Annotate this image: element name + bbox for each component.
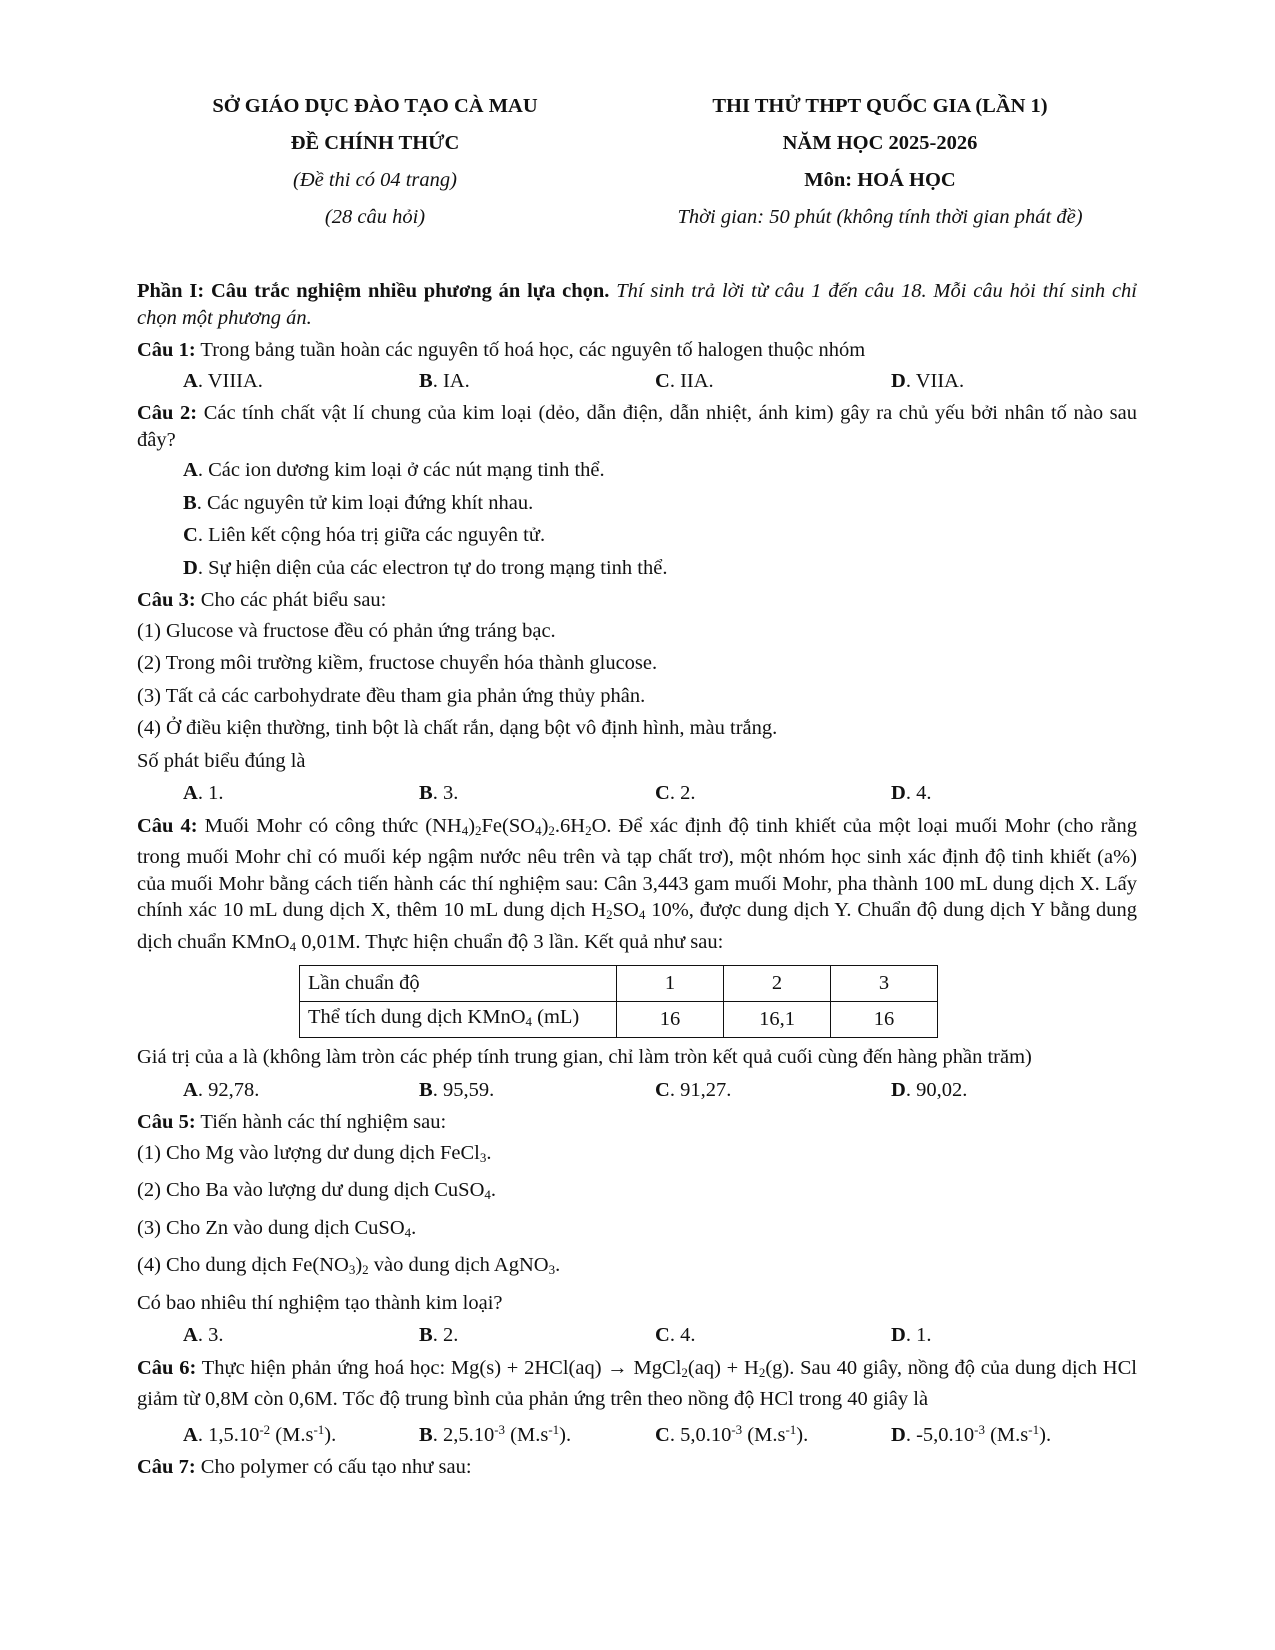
question-6: Câu 6: Thực hiện phản ứng hoá học: Mg(s) + 2HCl(aq) → MgCl$_2$(aq) + $H_2(g)$. Sau 40 giây, nồng độ của dung dịch HCl giảm từ 0,8M còn 0,6M. Tốc độ trung bình của phản ứng trên theo nồng độ HCl trong 40 giây là	[137, 1356, 1137, 1410]
option-c: C. 91,27.	[655, 1078, 732, 1101]
question-label: Câu 6:	[137, 1356, 197, 1379]
exam-content	[137, 278, 1137, 1485]
question-text: Cho polymer có cấu tạo như sau:	[195, 1456, 472, 1478]
titration-table	[299, 965, 938, 1038]
option-b: B. $2,5.10^{-3}$ $(M.s^{-1})$.	[419, 1421, 572, 1446]
question-label: Câu 1:	[137, 339, 196, 361]
table-cell: 16	[617, 1002, 724, 1038]
table-header-cell: Thể tích dung dịch KMnO$_4$ (mL)	[300, 1002, 617, 1038]
option-b: B. 95,59.	[419, 1078, 495, 1101]
option-c: C. 4.	[655, 1324, 696, 1346]
option-a: A. 3.	[183, 1324, 224, 1346]
page-count-note: (Đề thi có 04 trang)	[293, 169, 457, 191]
question-6-options	[183, 1417, 1137, 1449]
question-1	[137, 337, 1137, 364]
question-2	[137, 400, 1137, 453]
exam-title: THI THỬ THPT QUỐC GIA (LẦN 1)	[712, 95, 1048, 117]
table-cell: 16	[831, 1002, 938, 1038]
question-text: Các tính chất vật lí chung của kim loại (dẻo, dẫn điện, dẫn nhiệt, ánh kim) gây ra chủ yếu bởi nhân tố nào sau đây?	[137, 402, 1137, 451]
option-a: A. 92,78.	[183, 1078, 260, 1101]
option-b: B. Các nguyên tử kim loại đứng khít nhau.	[183, 491, 534, 514]
option-d: D. 1.	[891, 1324, 932, 1346]
department-name: SỞ GIÁO DỤC ĐÀO TẠO CÀ MAU	[212, 95, 538, 117]
official-exam-label: ĐỀ CHÍNH THỨC	[290, 132, 460, 154]
table-cell: 3	[831, 966, 938, 1002]
question-ask: Có bao nhiêu thí nghiệm tạo thành kim loại?	[137, 1291, 503, 1314]
question-label: Câu 7:	[137, 1456, 196, 1478]
question-5	[137, 1109, 1137, 1136]
option-d: D. VIIA.	[891, 369, 965, 392]
option-a: A. $1,5.10^{-2}$ $(M.s^{-1})$.	[183, 1421, 337, 1446]
table-row	[300, 1002, 938, 1038]
question-3-options	[183, 780, 1137, 807]
option-d: D. Sự hiện diện của các electron tự do trong mạng tinh thể.	[183, 556, 668, 579]
table-cell: 16,1	[724, 1002, 831, 1038]
question-4: Câu 4: Muối Mohr có công thức $(NH_4)_2Fe(SO_4)_2.6H_2O$. Để xác định độ tinh khiết của một loại muối Mohr (cho rằng trong muối Mohr chỉ có muối kép ngậm nước nêu trên và tạp chất trơ), một nhóm học sinh xác định độ tinh khiết (a%) của muối Mohr bằng cách tiến hành các thí nghiệm sau: Cân 3,443 gam muối Mohr, pha thành 100 mL dung dịch X. Lấy chính xác 10 mL dung dịch X, thêm 10 mL dung dịch $H_2SO_4$ 10%, được dung dịch Y. Chuẩn độ dung dịch Y bằng dung dịch chuẩn KMnO$_4$ 0,01M. Thực hiện chuẩn độ 3 lần. Kết quả như sau:	[137, 814, 1137, 954]
question-ask: Số phát biểu đúng là	[137, 749, 306, 772]
time-limit: Thời gian: 50 phút (không tính thời gian phát đề)	[677, 206, 1083, 228]
question-count-note: (28 câu hỏi)	[324, 206, 426, 228]
table-cell: 1	[617, 966, 724, 1002]
table-header-cell: Lần chuẩn độ	[300, 966, 617, 1002]
experiment-3: (3) Cho Zn vào dung dịch CuSO$_4$.	[137, 1216, 417, 1240]
subject: Môn: HOÁ HỌC	[804, 169, 956, 191]
question-label: Câu 2:	[137, 402, 198, 424]
part1-title: Phần I: Câu trắc nghiệm nhiều phương án lựa chọn.	[137, 280, 610, 302]
option-c: C. Liên kết cộng hóa trị giữa các nguyên tử.	[183, 524, 546, 546]
header-left	[150, 88, 600, 236]
header-right	[640, 88, 1120, 236]
option-d: D. 90,02.	[891, 1078, 968, 1101]
option-d: D. $-5,0.10^{-3}$ $(M.s^{-1})$.	[891, 1421, 1052, 1446]
question-5-options	[183, 1322, 1137, 1349]
option-c: C. $5,0.10^{-3}$ $(M.s^{-1})$.	[655, 1421, 809, 1446]
option-c: C. 2.	[655, 782, 696, 804]
option-a: A. Các ion dương kim loại ở các nút mạng tinh thể.	[183, 459, 605, 481]
school-year: NĂM HỌC 2025-2026	[782, 132, 978, 154]
question-label: Câu 4:	[137, 814, 198, 837]
statement-3: (3) Tất cả các carbohydrate đều tham gia phản ứng thủy phân.	[137, 684, 646, 707]
question-ask: Giá trị của a là (không làm tròn các phép tính trung gian, chỉ làm tròn kết quả cuối cùng đến hàng phần trăm)	[137, 1046, 1032, 1068]
option-b: B. IA.	[419, 369, 470, 392]
option-a: A. VIIIA.	[183, 369, 263, 392]
experiment-2: (2) Cho Ba vào lượng dư dung dịch CuSO$_4$.	[137, 1179, 497, 1202]
table-cell: 2	[724, 966, 831, 1002]
question-3	[137, 587, 1137, 614]
question-label: Câu 3:	[137, 589, 196, 611]
statement-2: (2) Trong môi trường kiềm, fructose chuyển hóa thành glucose.	[137, 652, 658, 674]
question-4-options	[183, 1077, 1137, 1104]
statement-1: (1) Glucose và fructose đều có phản ứng tráng bạc.	[137, 619, 556, 642]
experiment-1: (1) Cho Mg vào lượng dư dung dịch FeCl$_3$.	[137, 1141, 492, 1165]
question-7	[137, 1454, 1137, 1481]
experiment-4: (4) Cho dung dịch $Fe(NO_3)_2$ vào dung dịch AgNO$_3$.	[137, 1254, 561, 1277]
question-text: Cho các phát biểu sau:	[195, 589, 387, 611]
option-c: C. IIA.	[655, 369, 714, 392]
part1-note: Thí sinh trả lời từ câu 1 đến câu 18. Mỗi câu hỏi thí sinh chỉ chọn một phương án.	[137, 280, 1138, 329]
option-d: D. 4.	[891, 782, 932, 804]
question-text: Tiến hành các thí nghiệm sau:	[195, 1111, 447, 1133]
option-b: B. 2.	[419, 1324, 459, 1346]
table-row	[300, 966, 938, 1002]
option-b: B. 3.	[419, 782, 459, 804]
question-label: Câu 5:	[137, 1111, 196, 1133]
part1-heading	[137, 278, 1137, 331]
question-1-options	[183, 368, 1137, 395]
option-a: A. 1.	[183, 782, 224, 804]
question-text: Trong bảng tuần hoàn các nguyên tố hoá học, các nguyên tố halogen thuộc nhóm	[195, 339, 866, 361]
statement-4: (4) Ở điều kiện thường, tinh bột là chất rắn, dạng bột vô định hình, màu trắng.	[137, 717, 778, 739]
